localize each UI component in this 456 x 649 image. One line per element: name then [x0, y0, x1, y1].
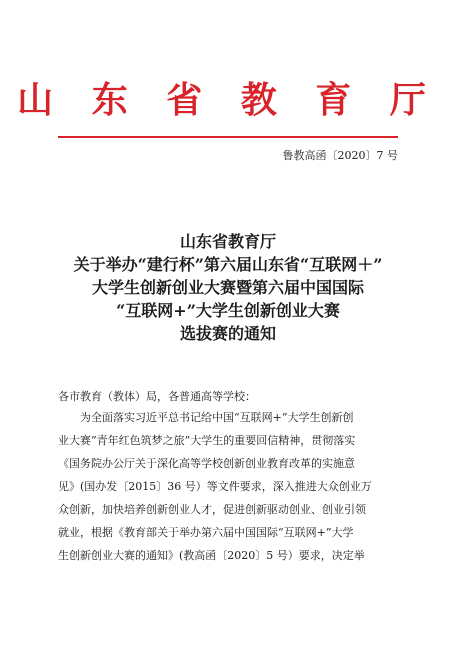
title-line: 山东省教育厅 [179, 232, 276, 251]
body-line: 业大赛“青年红色筑梦之旅”大学生的重要回信精神，贯彻落实 [58, 434, 356, 447]
notice-title [40, 230, 416, 345]
title-line: 大学生创新创业大赛暨第六届中国国际 [91, 278, 364, 297]
body-line: 生创新创业大赛的通知》(教高函〔2020〕5 号）要求，决定举 [58, 549, 365, 562]
agency-masthead: 山 东 省 教 育 厅 [17, 79, 439, 121]
body-line: 就业，根据《教育部关于举办第六届中国国际“互联网+”大学 [58, 526, 354, 539]
title-line: “互联网+”大学生创新创业大赛 [116, 301, 340, 320]
title-line: 选拔赛的通知 [179, 324, 276, 343]
red-divider-line [58, 136, 398, 138]
salutation: 各市教育（教体）局，各普通高等学校： [58, 390, 256, 403]
body-line: 《国务院办公厅关于深化高等学校创新创业教育改革的实施意 [58, 457, 355, 470]
title-line: 关于举办“建行杯”第六届山东省“互联网＋” [73, 255, 383, 274]
body-line: 为全面落实习近平总书记给中国“互联网+”大学生创新创 [80, 411, 354, 424]
document-number: 鲁教高函〔2020〕7 号 [282, 149, 398, 162]
body-paragraph [58, 406, 398, 567]
body-line: 众创新，加快培养创新创业人才，促进创新驱动创业、创业引领 [58, 503, 366, 516]
body-line: 见》(国办发〔2015〕36 号）等文件要求，深入推进大众创业万 [58, 480, 372, 493]
